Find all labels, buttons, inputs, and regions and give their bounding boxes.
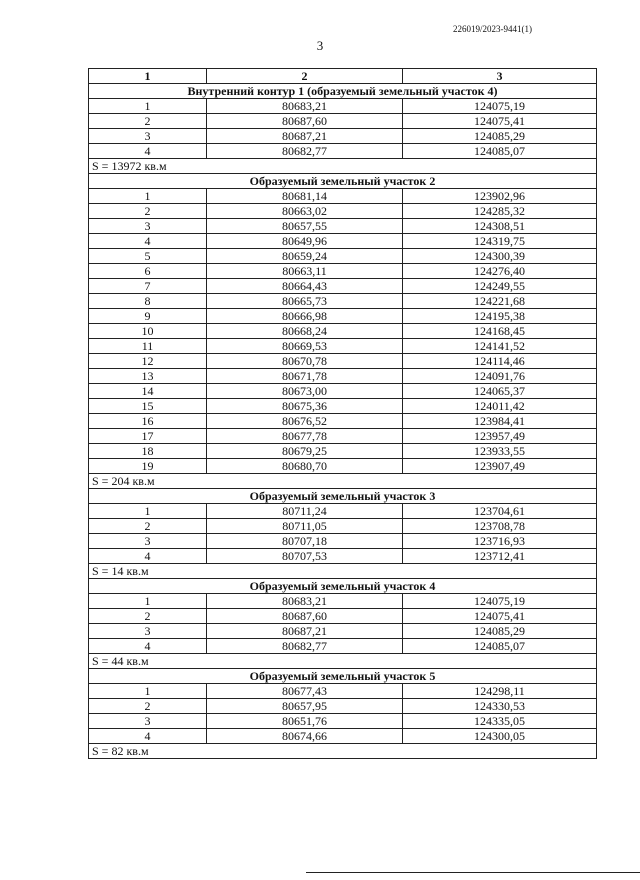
coord-y: 124319,75 — [403, 234, 597, 249]
table-row — [89, 294, 597, 309]
point-number: 14 — [89, 384, 207, 399]
coord-y: 124075,41 — [403, 609, 597, 624]
coord-y: 124298,11 — [403, 684, 597, 699]
coord-y: 123907,49 — [403, 459, 597, 474]
coord-x: 80657,55 — [207, 219, 403, 234]
point-number: 4 — [89, 144, 207, 159]
section-title-row — [89, 489, 597, 504]
table-row — [89, 234, 597, 249]
point-number: 6 — [89, 264, 207, 279]
coord-y: 124085,07 — [403, 639, 597, 654]
coord-x: 80687,60 — [207, 609, 403, 624]
point-number: 1 — [89, 684, 207, 699]
section-title: Образуемый земельный участок 3 — [89, 489, 597, 504]
coord-x: 80707,53 — [207, 549, 403, 564]
coord-y: 123712,41 — [403, 549, 597, 564]
coord-x: 80668,24 — [207, 324, 403, 339]
point-number: 3 — [89, 624, 207, 639]
table-row — [89, 549, 597, 564]
point-number: 13 — [89, 369, 207, 384]
table-row — [89, 459, 597, 474]
table-row — [89, 339, 597, 354]
coord-y: 123708,78 — [403, 519, 597, 534]
header-col-2: 2 — [207, 69, 403, 84]
section-title-row — [89, 84, 597, 99]
header-col-3: 3 — [403, 69, 597, 84]
point-number: 3 — [89, 534, 207, 549]
coord-y: 124075,19 — [403, 99, 597, 114]
coord-x: 80663,11 — [207, 264, 403, 279]
point-number: 15 — [89, 399, 207, 414]
area-row — [89, 654, 597, 669]
table-row — [89, 219, 597, 234]
coord-y: 124285,32 — [403, 204, 597, 219]
table-row — [89, 264, 597, 279]
page-number: 3 — [316, 38, 324, 53]
coord-y: 124085,29 — [403, 129, 597, 144]
point-number: 19 — [89, 459, 207, 474]
coord-y: 124300,39 — [403, 249, 597, 264]
table-row — [89, 399, 597, 414]
area-value: S = 82 кв.м — [89, 744, 597, 759]
table-row — [89, 699, 597, 714]
table-row — [89, 519, 597, 534]
table-row — [89, 279, 597, 294]
coord-y: 124075,19 — [403, 594, 597, 609]
point-number: 4 — [89, 234, 207, 249]
table-row — [89, 714, 597, 729]
table-row — [89, 354, 597, 369]
table-header-row — [89, 69, 597, 84]
section-title: Образуемый земельный участок 4 — [89, 579, 597, 594]
coord-y: 123902,96 — [403, 189, 597, 204]
point-number: 9 — [89, 309, 207, 324]
coord-x: 80664,43 — [207, 279, 403, 294]
coord-y: 123933,55 — [403, 444, 597, 459]
table-row — [89, 624, 597, 639]
coord-x: 80681,14 — [207, 189, 403, 204]
coord-y: 124221,68 — [403, 294, 597, 309]
coord-y: 124330,53 — [403, 699, 597, 714]
coord-y: 124091,76 — [403, 369, 597, 384]
coord-x: 80683,21 — [207, 99, 403, 114]
table-row — [89, 204, 597, 219]
table-row — [89, 369, 597, 384]
table-row — [89, 99, 597, 114]
coord-x: 80711,24 — [207, 504, 403, 519]
area-row — [89, 564, 597, 579]
table-row — [89, 324, 597, 339]
point-number: 4 — [89, 639, 207, 654]
table-row — [89, 249, 597, 264]
coord-x: 80679,25 — [207, 444, 403, 459]
coord-y: 124085,07 — [403, 144, 597, 159]
coord-x: 80687,21 — [207, 129, 403, 144]
table-row — [89, 729, 597, 744]
coord-x: 80670,78 — [207, 354, 403, 369]
table-row — [89, 429, 597, 444]
point-number: 11 — [89, 339, 207, 354]
footer-divider — [306, 872, 640, 873]
coord-y: 124011,42 — [403, 399, 597, 414]
coord-x: 80687,21 — [207, 624, 403, 639]
coord-x: 80677,78 — [207, 429, 403, 444]
point-number: 2 — [89, 609, 207, 624]
coord-y: 124065,37 — [403, 384, 597, 399]
point-number: 1 — [89, 189, 207, 204]
coord-x: 80674,66 — [207, 729, 403, 744]
table-row — [89, 444, 597, 459]
coord-y: 124335,05 — [403, 714, 597, 729]
coord-x: 80673,00 — [207, 384, 403, 399]
coord-x: 80649,96 — [207, 234, 403, 249]
point-number: 12 — [89, 354, 207, 369]
point-number: 1 — [89, 504, 207, 519]
table-row — [89, 384, 597, 399]
coord-x: 80683,21 — [207, 594, 403, 609]
coord-x: 80687,60 — [207, 114, 403, 129]
point-number: 1 — [89, 99, 207, 114]
point-number: 3 — [89, 714, 207, 729]
point-number: 7 — [89, 279, 207, 294]
section-title: Внутренний контур 1 (образуемый земельный участок 4) — [89, 84, 597, 99]
point-number: 3 — [89, 219, 207, 234]
coord-x: 80665,73 — [207, 294, 403, 309]
coord-y: 123716,93 — [403, 534, 597, 549]
section-title-row — [89, 579, 597, 594]
table-row — [89, 309, 597, 324]
table-row — [89, 684, 597, 699]
table-row — [89, 114, 597, 129]
coord-y: 124141,52 — [403, 339, 597, 354]
point-number: 18 — [89, 444, 207, 459]
coord-x: 80666,98 — [207, 309, 403, 324]
section-title: Образуемый земельный участок 2 — [89, 174, 597, 189]
coord-y: 124300,05 — [403, 729, 597, 744]
point-number: 2 — [89, 519, 207, 534]
coord-y: 124168,45 — [403, 324, 597, 339]
area-value: S = 44 кв.м — [89, 654, 597, 669]
coord-y: 123957,49 — [403, 429, 597, 444]
coord-y: 124276,40 — [403, 264, 597, 279]
coord-x: 80680,70 — [207, 459, 403, 474]
coord-y: 123984,41 — [403, 414, 597, 429]
point-number: 4 — [89, 729, 207, 744]
coord-x: 80682,77 — [207, 144, 403, 159]
area-row — [89, 744, 597, 759]
coord-x: 80659,24 — [207, 249, 403, 264]
coord-x: 80657,95 — [207, 699, 403, 714]
area-row — [89, 474, 597, 489]
point-number: 8 — [89, 294, 207, 309]
coord-x: 80676,52 — [207, 414, 403, 429]
coordinates-table — [88, 68, 597, 759]
coord-x: 80707,18 — [207, 534, 403, 549]
coord-x: 80711,05 — [207, 519, 403, 534]
table-row — [89, 534, 597, 549]
point-number: 5 — [89, 249, 207, 264]
coord-x: 80682,77 — [207, 639, 403, 654]
section-title-row — [89, 669, 597, 684]
section-title: Образуемый земельный участок 5 — [89, 669, 597, 684]
table-body — [89, 84, 597, 759]
coord-x: 80675,36 — [207, 399, 403, 414]
point-number: 2 — [89, 204, 207, 219]
document-id: 226019/2023-9441(1) — [453, 24, 532, 34]
table-row — [89, 189, 597, 204]
coord-x: 80677,43 — [207, 684, 403, 699]
table-row — [89, 144, 597, 159]
coord-y: 123704,61 — [403, 504, 597, 519]
table-row — [89, 414, 597, 429]
section-title-row — [89, 174, 597, 189]
area-value: S = 204 кв.м — [89, 474, 597, 489]
table-row — [89, 504, 597, 519]
coord-y: 124075,41 — [403, 114, 597, 129]
coord-x: 80669,53 — [207, 339, 403, 354]
point-number: 1 — [89, 594, 207, 609]
point-number: 16 — [89, 414, 207, 429]
coord-y: 124085,29 — [403, 624, 597, 639]
point-number: 2 — [89, 114, 207, 129]
coord-x: 80671,78 — [207, 369, 403, 384]
area-value: S = 13972 кв.м — [89, 159, 597, 174]
coord-y: 124195,38 — [403, 309, 597, 324]
point-number: 2 — [89, 699, 207, 714]
coord-x: 80651,76 — [207, 714, 403, 729]
area-value: S = 14 кв.м — [89, 564, 597, 579]
coord-y: 124249,55 — [403, 279, 597, 294]
point-number: 17 — [89, 429, 207, 444]
coord-y: 124308,51 — [403, 219, 597, 234]
table-row — [89, 609, 597, 624]
point-number: 4 — [89, 549, 207, 564]
header-col-1: 1 — [89, 69, 207, 84]
table-row — [89, 129, 597, 144]
point-number: 10 — [89, 324, 207, 339]
coord-y: 124114,46 — [403, 354, 597, 369]
point-number: 3 — [89, 129, 207, 144]
area-row — [89, 159, 597, 174]
coord-x: 80663,02 — [207, 204, 403, 219]
table-row — [89, 639, 597, 654]
table-row — [89, 594, 597, 609]
